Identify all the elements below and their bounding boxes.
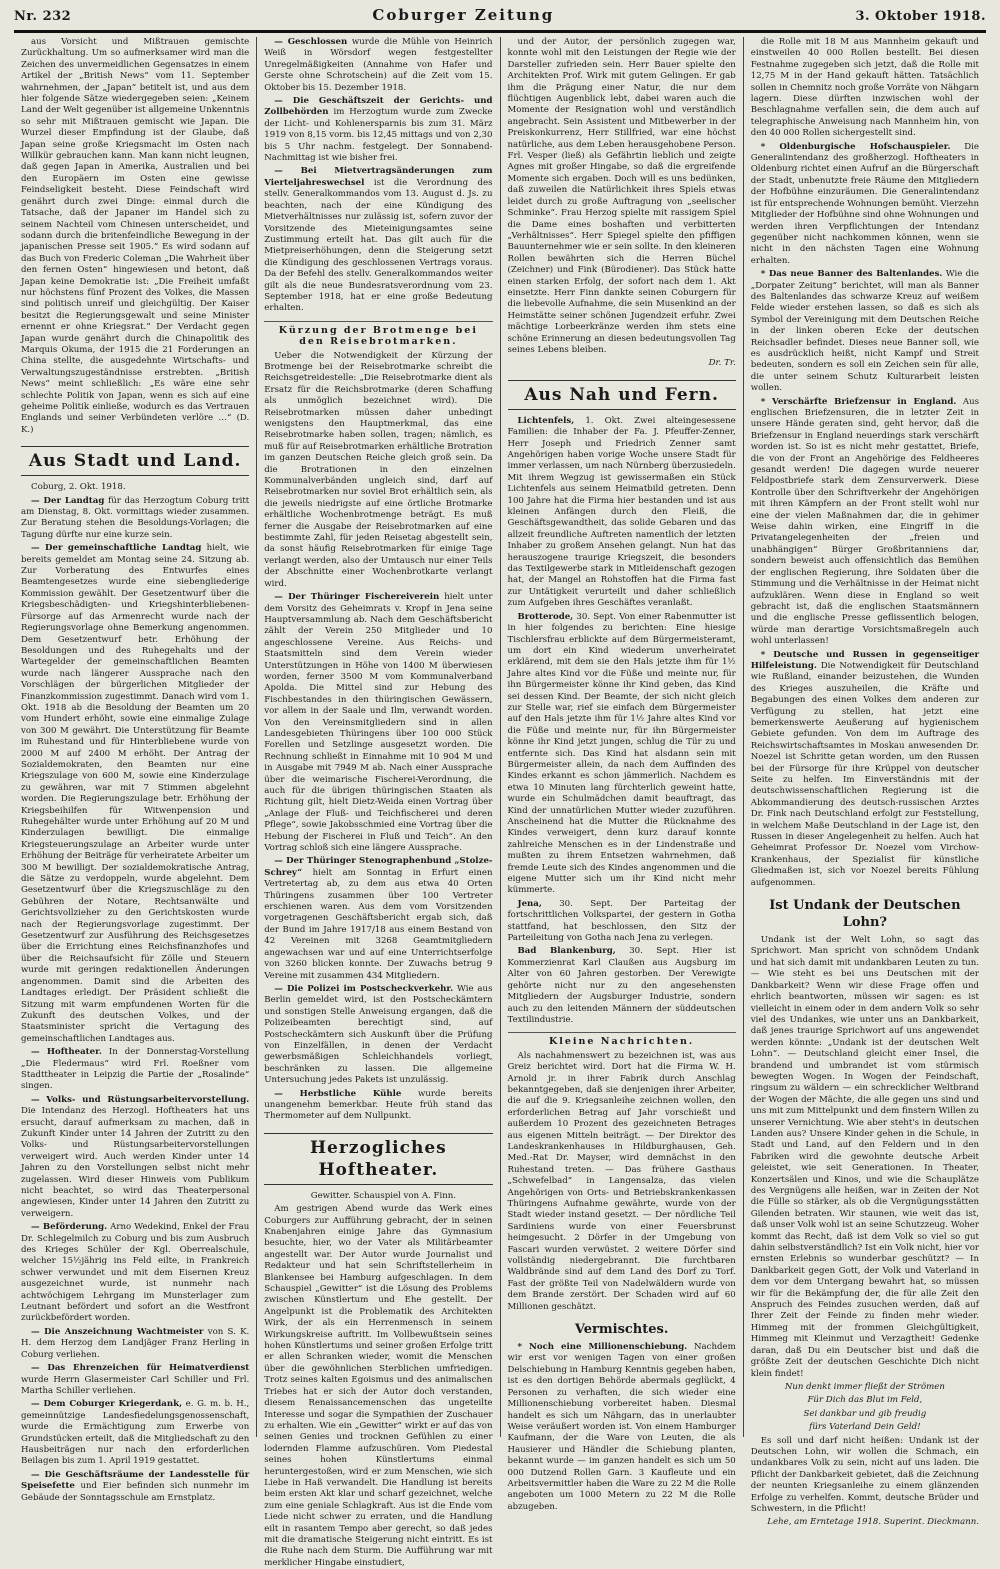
article-gem-landtag: — Der gemeinschaftliche Landtag hielt, wie bereits gemeldet am Montag seine 24. Sitzung ab. Zur Vorberatung des Entwurfes eines Beamtengesetzes wurde eine siebengliederige Kommission gewählt. Der Gesetzentwurf über die Kriegsbeschädigten- und Kriegshinterbliebenen-Fürsorge auf das Armenrecht wurde nach der Regierungsvorlage ohne Bemerkung angenommen. Dem Gesetzentwurf betr. Erhöhung der Besoldungen und des Ruhegehalts und der Wartegelder der gemeinschaftlichen Beamten wurde nach längerer Aussprache nach den Vorschlägen der bürgerlichen Mitglieder der Finanzkommission zugestimmt. Danach wird vom 1. Okt. 1918 ab die Besoldung der Beamten um 20 vom Hundert erhöht, sowie eine einmalige Zulage von 300 M gewährt. Die Unterstützung für Beamte im Ruhestand und für Hinterbliebene wurde von 2000 M auf 2400 M erhöht. Der Antrag der Sozialdemokraten, den Beamten nur eine Kriegszulage von 600 M, sowie eine Kinderzulage zu gewähren, war mit 7 Stimmen abgelehnt worden. Die Regierungszulage betr. Erhöhung der Kriegsbeihilfen für Witwenpension und Ruhegehälter wurde unter Erhöhung auf 20 M und Kinderzulagen bewilligt. Die einmalige Kriegsteuerungszulage an Arbeiter wurde unter Erhöhung der Beiträge für verheiratete Arbeiter um 300 M bewilligt. Der sozialdemokratische Antrag, die Sätze zu verdoppeln, wurde abgelehnt. Dem Gesetzentwurf über die Kriegszuschläge zu den Gebühren der Notare, Rechtsanwälte und Gerichtsvollzieher zu den Gerichtskosten wurde nach der Regierungsvorlage zugestimmt. Der Gesetzentwurf zur Ausführung des Reichsgesetzes über die Errichtung eines Reichsfinanzhofes und über die Reichsaufsicht für Zölle und Steuern wurde mit geringen redaktionellen Änderungen angenommen. Damit sind die Arbeiten des Landtages erledigt. Der Präsident schließt die Sitzung mit warm empfundenen Worten für die Zukunft des deutschen Volkes, und der Staatsminister spricht die Vertagung des gemeinschaftlichen Landtages aus. xyxy=(21,543,250,1044)
article-naehgarn-cont: die Rolle mit 18 M aus Mannheim gekauft und einstweilen 40 000 Rollen bestellt. Bei diesen Festnahme zugegeben sich jetzt, daß die Rolle mit 12,75 M in der Hand gekauft hätten. Tatsächlich sollen in Chemnitz noch große Vorräte von Nähgarn lagern. Diese dürften inzwischen wohl der Beschlagnahme verfallen sein, die dem auch auf telegraphische Anweisung nach Mannheim hin, von den 40 000 Rollen sichergestellt sind. xyxy=(750,37,979,139)
header-rule xyxy=(14,30,986,33)
poem-line-3: Sei dankbar und gib freudig xyxy=(803,1408,927,1419)
review-signature: Dr. Tr. xyxy=(708,358,736,369)
article-oldenburg: * Oldenburgische Hofschauspieler. Die Generalintendanz des großherzogl. Hoftheaters in Oldenburg richtet einen Aufruf an die Bürgerschaft der Stadt, unbenutzte freie Räume den Mitgliedern der Hofbühne einzuräumen. Die Generalintendanz ist für entsprechende Wohnungen bemüht. Vierzehn Mitglieder der Hofbühne sind ohne Wohnungen und werden ihren Verpflichtungen der Intendanz gegenüber nicht nachkommen können, wenn sie nicht in den nächsten Tagen eine Wohnung erhalten. xyxy=(750,141,980,266)
article-millionenschiebung: * Noch eine Millionenschiebung. Nachdem wir erst vor wenigen Tagen von einer großen Delschiebung in Hamburg Kenntnis gegeben haben, ist es den dortigen Behörde abermals geglückt, 4 Personen zu verhaften, die sich wieder eine Millionenschiebung vorbereitet haben. Diesmal handelt es sich um Nähgarn, das in unerlaubter Weise veräußert worden ist. Von einem Hamburger Kaufmann, der die Ware von Leuten, die als Hausierer und Händler die Schiebung planten, bekannt wurde — im ganzen handelt es sich um 50 000 Dutzend Rollen Garn. 3 Kaufleute und ein Arbeitsvermittler haben die Ware zu 22 M die Rolle angeboten um 1000 Metern zu 22 M die Rolle abzugeben. xyxy=(507,1342,736,1512)
article-japan: aus Vorsicht und Mißtrauen gemischte Zurückhaltung. Um so aufmerksamer wird man die Zeichen des unvermeidlichen Gegensatzes in einem Artikel der „British News“ vom 11. September wahrnehmen, der „Japan“ betitelt ist, und aus dem hier folgende Sätze wiedergegeben seien: „Keinem Land der Welt gegenüber ist allgemeine Unkenntnis so sehr mit Mißtrauen gemischt wie Japan. Die Wurzel dieser Empfindung ist der Glaube, daß Japan seine große Kriegsmacht im Osten nach Willkür gebrauchen kann. Man kann nicht leugnen, daß gegen Japan in Amerika, Australien und bei den Europäern im Osten eine gewisse Feindseligkeit besteht. Diese Feindschaft wird genährt durch zwei Dinge: einmal durch die Tatsache, daß der Japaner im Handel sich zu seinem Nachteil vom Chinesen unterscheidet, und sodann durch die britenfeindliche Bewegung in der japanischen Presse seit 1905.“ Es wird sodann auf das Buch von Frederic Coleman „Die Wahrheit über den fernen Osten“ hingewiesen und betont, daß Japan keine Demokratie ist: „Die Freiheit umfaßt nur höchstens fünf Prozent des Volkes, die Massen sind politisch unreif und gleichgültig. Der Kaiser besitzt die Regierungsgewalt und seine Minister ernennt er ohne Kriegsrat.“ Der Verdacht gegen Japan wurde genährt durch die Chinapolitik des Marquis Okuma, der 1915 die 21 Forderungen an China stellte, die ausgedehnte Wirtschafts- und Verwaltungszugeständnisse erstrebten. „British News“ meint schließlich: „Es wäre eine sehr schlechte Politik von Japan, wenn es sich auf eine geheime Politik einließe, wodurch es das Vertrauen Englands und seiner Verbündeten verlöre …“ (D. K.) xyxy=(21,37,250,435)
article-baltenland: * Das neue Banner des Baltenlandes. Wie die „Dorpater Zeitung“ berichtet, will man als Banner des Baltenlandes das schwarze Kreuz auf weißem Felde wieder erstehen lassen, so daß es sich als Symbol der Vereinigung mit dem Deutschen Reiche in der linken oberen Ecke der deutschen Reichsadler befindet. Dieses neue Banner soll, wie es ausdrücklich heißt, nicht Kampf und Streit bedeuten, sondern es soll ein Zeichen sein für alle, die unter seinem Schutz Kulturarbeit leisten wollen. xyxy=(750,269,979,394)
article-polizei: — Die Polizei im Postscheckverkehr. Wie aus Berlin gemeldet wird, ist den Postscheckämtern und sonstigen Stelle Anweisung ergangen, daß die Polizeibeamten berechtigt sind, auf Postscheckämtern sich Auskunft über die Prüfung von Einzelfällen, in denen der Verdacht gewerbsmäßigen Schleichhandels vorliegt, beschränken zu lassen. Die allgemeine Untersuchung jedes Pakets ist unzulässig. xyxy=(264,983,493,1086)
article-deutsche-russen: * Deutsche und Russen in gegenseitiger Hilfeleistung. Die Notwendigkeit für Deutschland wie Rußland, einander beizustehen, die Wunden des Krieges auszuheilen, die Kräfte und Begabungen des einen Volkes dem anderen zur Verfügung zu stellen, hat jetzt eine bemerkenswerte Aeußerung auf hygienischem Gebiete gefunden. Von dem im Auftrage des Reichswirtschaftsamtes in Moskau anwesenden Dr. Noezel ist Schritte getan worden, um den Russen bei der Fürsorge für ihre Krüppel von deutscher Seite zu helfen. Im Einverständnis mit der deutschwissenschaftlichen Regierung ist die Abkommandierung des deutsch-russischen Arztes Dr. Fink nach Deutschland erfolgt zur Feststellung, in welchem Maße Deutschland in der Lage ist, den Russen in dieser Angelegenheit zu helfen. Auch hat Geheimrat Professor Dr. Noezel vom Virchow-Krankenhaus, der Spezialist für künstliche Gliedmaßen ist, sich vor Noezel bereits Fühlung aufgenommen. xyxy=(750,649,980,888)
article-kriegerdank: — Dem Coburger Kriegerdank, e. G. m. b. H., gemeinnützige Landesfiedelungsgenossenschaft, wurde die Ermächtigung zum Erwerbe von Grundstücken erteilt, daß die Mitgliedschaft zu den Hausbeiträgen nur nach den erforderlichen Beilagen bis zum 1. April 1919 gestattet. xyxy=(21,1399,250,1467)
article-fischereiverein: — Der Thüringer Fischereiverein hielt unter dem Vorsitz des Geheimrats v. Kropf in Jena seine Hauptversammlung ab. Nach dem Geschäftsbericht zählt der Verein 250 Mitglieder und 10 angeschlossene Vereine. Aus Reichs- und Staatsmitteln sind dem Verein wieder Unterstützungen in Höhe von 1400 M überwiesen worden, ferner 3500 M vom Kommunalverband Apolda. Die Mittel sind zur Hebung des Fischbestandes in den thüringischen Gewässern, vor allem in der Saale und Ilm, verwandt worden. Von den Vereinsmitgliedern sind in allen Landesgebieten Thüringens über 100 000 Stück Forellen und Setzlinge ausgesetzt worden. Die Rechnung schließt in Einnahme mit 10 904 M und in Ausgabe mit 7949 M ab. Nach einer Aussprache über die weimarische Fischerei-Verordnung, die auch für die übrigen thüringischen Staaten als Richtung gilt, hielt Dietz-Weida einen Vortrag über „Anlage der Fluß- und Teichfischerei und deren Pflege“, sowie Jakobsschmied eine Vortrag über die Hebung der Fischerei in Fluß und Teich“. An den Vortrag schloß sich eine längere Aussprache. xyxy=(264,592,493,854)
article-mietvertrag: — Bei Mietvertragsänderungen zum Vierteljahreswechsel ist die Verordnung des stellv. Generalkommandos vom 13. August d. Js. zu beachten, nach der eine Kündigung des Mietverhältnisses nur zulässig ist, sofern zuvor der Vorsitzende des Mieteinigungsamtes seine Zustimmung erteilt hat. Das gilt auch für die Mietpreiserhöhungen, denn die Steigerung setzt die Kündigung des geschlossenen Vertrags voraus. Da der Befehl des stellv. Generalkommandos weiter gilt als die neue Bundesratsverordnung vom 23. September 1918, hat er eine große Bedeutung erhalten. xyxy=(264,166,493,314)
poem-line-4: fürs Vaterland Dein Geld! xyxy=(809,1422,921,1433)
issue-date: 3. Oktober 1918. xyxy=(855,9,986,24)
article-lichtenfels: Lichtenfels, 1. Okt. Zwei alteingesessene Familien: die Inhaber der Fa. J. Pfeuffer-Zenner, Herr Joseph und Friedrich Zenner samt Angehörigen haben vorige Woche unsere Stadt für immer verlassen, um nach Nürnberg überzusiedeln. Mit ihrem Wegzug ist gewissermaßen ein Stück Lichtenfels aus seinem Heimatbild getreten. Denn 100 Jahre hat die Firma hier bestanden und ist aus kleinen Anfängen durch den Fleiß, die Geschäftsgewandtheit, das solide Gebaren und das allzeit freundliche Auftreten namentlich der letzten Inhaber zu großem Ansehen gelangt. Nun hat das herauszogene traurige Kriegszeit, die besonders das Textilgewerbe stark in Mitleidenschaft gezogen hat, der Mangel an Rohstoffen hat die Firma fast zur Untätigkeit verurteilt und daher schließlich zum Aufgeben ihres Geschäftes veranlaßt. xyxy=(507,415,736,609)
masthead xyxy=(14,6,986,30)
article-theater-review: Am gestrigen Abend wurde das Werk eines Coburgers zur Aufführung gebracht, der in seinen Knabenjahren einige Jahre das Gymnasium besuchte, hier, wo der Vater als Militärbeamter angestellt war. Der Autor wurde Journalist und Redakteur und hat sein Schriftstellerheim in Blankensee bei Hamburg aufgeschlagen. In dem Schauspiel „Gewitter“ ist die Lösung des Problems zwischen Künstlertum und Ehe gestellt. Der Angelpunkt ist die Problematik des Architekten Wirk, der als ein Herrenmensch in seinem Wirkungskreise auftritt. Im Vollbewußtsein seines hohen Künstlertums und seiner großen Erfolge tritt er allen Schranken wieder, womit die Menschen über die gewöhnlichen Sterblichen umfriedigen. Trotz seines kalten Egoismus und des animalischen Triebes hat er sich der Autor doch verstanden, diesem Renaissancemenschen das ungeteilte Interesse und sogar die Sympathien der Zuschauer zu erhalten. Wie ein „Gewitter“ wirkt er auf das von seinen Genies und trocknen Gefühlen zu einer lodernden Flamme aufzuschüren. Vom Piedestal seines hohen Künstlertums einmal heruntergestoßen, wird er zum Menschen, wie sich Liebe in Haß verwandelt. Die Handlung ist bereits beim ersten Akt klar und scharf gezeichnet, welche zum eine geniale Schlagkraft. Aus ist die Ende vom Liede nicht schwer zu erraten, und die Handlung eilt in rasantem Tempo aber gerecht, so daß jedes mit die dramatische Steigerung nicht eintritt. Es ist die Ruhe nach dem Sturm. Die Aufführung war mit merklicher Hingabe einstudiert, xyxy=(264,1204,493,1568)
poem-line-2: Für Dich das Blut im Feld, xyxy=(807,1395,923,1406)
article-reisebrot: Ueber die Notwendigkeit der Kürzung der Brotmenge bei der Reisebrotmarke schreibt die Reichsgetreidestelle: „Die Reisebrotmarke dient als Ersatz für die Reichsbrotmarke (deren Schaffung als unmöglich bezeichnet wird). Die Reisebrotmarken müssen daher unbedingt wenigstens den Hauptmerkmal, das eine Reisebrotmarke haben sollen, tragen; nämlich, es muß für auf Reisebrotmarken erhältliche Brotration im ganzen Deutschen Reiche gleich groß sein. Da die Brotrationen in den einzelnen Kommunalverbänden ungleich sind, darf auf Reisebrotmarken nur soviel Brot erhältlich sein, als die jeweils niedrigste auf eine örtliche Brotmarke erhältliche Wochenbrotmenge beträgt. Es muß ferner die Ausgabe der Reisebrotmarken auf eine bestimmte Zahl, für jeden Reisetag abgestellt sein, da sonst häufig Reisebrotmarken für einige Tage verlangt werden, also der Umtausch nur einer Teils der Abschnitte einer Wochenbrotkarte verlangt wird. xyxy=(264,350,493,589)
column-1 xyxy=(14,37,257,1503)
article-signature: Lehe, am Erntetage 1918. Superint. Dieckmann. xyxy=(767,1517,979,1528)
section-heading-vermischtes: Vermischtes. xyxy=(574,1322,669,1338)
article-kuehle: — Herbstliche Kühle wurde bereits unangenehm bemerkbar. Heute früh stand das Thermometer auf dem Nullpunkt. xyxy=(264,1088,493,1122)
article-brotterode: Brotterode, 30. Sept. Von einer Rabenmutter ist in hier folgendes zu berichten: Eine hiesige Tischlersfrau erblickte auf dem Bürgermeisteramt, um dort ein Kind wiederum unverheiratet erklärend, mit dem sie den Hals jetzte ihm für 1½ Jahre altes Kind vor die Füße und meinte nur, für ihn Bürgermeister könne ihr Kind geben, das Kind sei dessen Kind. Der Beamte, der sich nicht gleich zur Stelle war, rief sie einfach dem Bürgermeister auf den Hals jetzte ihm für 1½ Jahre altes Kind vor die Füße und meinte nur, für ihn Bürgermeister könne ihr Kind jetzt jungen, schlug die Tür zu und entfernte sich. Das Kind hat alsdann sein mit Bürgermeister allein, da nach dem Auffinden des Kindes erkannt es schon jämmerlich. Nachdem es etwa 10 Minuten lang fürchterlich geweint hatte, wurde ein Schulmädchen damit beauftragt, das Kind der unnatürlichen Mutter wieder zuzuführen. Anscheinend hat die Mutter die Rücknahme des Kindes verweigert, denn kurz darauf konnte zahlreiche Menschen es in der Lindenstraße und mußten zu ihrem Entsetzen wahrnehmen, daß fremde Leute sich des Kindes angenommen und die eigene Mutter sich um ihr Kind nicht mehr kümmerte. xyxy=(507,611,736,896)
article-landtag: — Der Landtag für das Herzogtum Coburg tritt am Dienstag, 8. Okt. vormittags wieder zusammen. Zur Beratung stehen die Besoldungs-Vorlagen; die Tagung dürfte nur eine kurze sein. xyxy=(21,495,250,540)
heading-reisebrot: Kürzung der Brotmenge bei den Reisebrotmarken. xyxy=(264,321,492,348)
poem-line-1: Nun denkt immer fließt der Strömen xyxy=(784,1381,945,1392)
article-ehrenzeichen: — Das Ehrenzeichen für Heimatverdienst wurde Herrn Glasermeister Carl Schiller und Frl. Martha Schiller verliehen. xyxy=(21,1363,250,1396)
article-hoftheater: — Hoftheater. In der Donnerstag-Vorstellung „Die Fledermaus“ wird Frl. Roeßner vom Stadttheater in Leipzig die Partie der „Rosalinde“ singen. xyxy=(21,1047,250,1092)
article-volksvorstellung: — Volks- und Rüstungsarbeitervorstellung. Die Intendanz des Herzogl. Hoftheaters hat uns ersucht, darauf aufmerksam zu machen, daß in Zukunft Kinder unter 14 Jahren der Zutritt zu den Volks- und Rüstungsarbeitervorstellungen verweigert wird. Auch werden Kinder unter 14 Jahren zu den Vorstellungen selbst nicht mehr zugelassen. Wird dieser Hinweis vom Publikum nicht beachtet, so wird das Theaterpersonal angewiesen, Kinder unter 14 Jahren den Zutritt zu verweigern. xyxy=(21,1094,250,1219)
article-blankenburg: Bad Blankenburg, 30. Sept. Hier ist Kommerzienrat Karl Claußen aus Augsburg im Alter von 60 Jahren gestorben. Der Verewigte gehörte nicht nur zu den angesehensten Mitgliedern der Augsburger Industrie, sondern auch zu den leitenden Männern der süddeutschen Textilindustrie. xyxy=(507,946,736,1025)
article-stenographen: — Der Thüringer Stenographenbund „Stolze-Schrey“ hielt am Sonntag in Erfurt einen Vertretertag ab, zu dem aus etwa 40 Orten Thüringens zusammen über 100 Vertreter erschienen waren. Aus dem vom Vorsitzenden vorgetragenen Geschäftsbericht ergab sich, daß der Bund im Jahre 1917/18 aus einem Bestand von 42 Vereinen mit 3268 Geamtmitgliedern angewachsen war und auf eine Unterrichtserfolge von 3260 blicken konnte. Der Zuwachs betrug 9 Vereine mit zusammen 434 Mitgliedern. xyxy=(264,856,493,981)
article-briefzensur: * Verschärfte Briefzensur in England. Aus englischen Briefzensuren, die in letzter Zeit in unsere Hände geraten sind, geht hervor, daß die Briefzensur in England neuerdings stark verschärft worden ist. So ist es nicht mehr gestattet, Briefe, die von der Front an Angehörige des Feldheeres gesandt werden! Die dagegen wurde neuerer Feldpostbriefe stark dem Zensurverwerk. Diese Kontrolle über den Schriftverkehr der Angehörigen mit ihren Kämpfern an der Front stellt wohl nur eine der vielen Maßnahmen dar, die in gehimer Weise dahin wirken, eine Eingriff in die Privatangelegenheiten der „freien und unabhängigen“ Bürger Großbritanniens dar, sondern beweist auch offensichtlich das Bemühen der englischen Regierung, ihre Soldaten über die Stimmung und die Verhältnisse in der Heimat nicht aufzuklären. Wenn diese in England so weit gebracht ist, daß die englischen Staatsmännern und die englische Presse geflissentlich belogen, würde man derartige Vorsichtsmaßregeln auch wohl unterlassen! xyxy=(750,396,980,647)
columns xyxy=(14,37,986,1568)
article-kleine-nachrichten: Als nachahmenswert zu bezeichnen ist, was aus Greiz berichtet wird. Dort hat die Firma W. H. Arnold jr. in ihrer Fabrik durch Anschlag bekanntgegeben, daß sie denjenigen ihrer Arbeiter, die auf die 9. Kriegsanleihe zeichnen wollen, den erforderlichen Betrag auf Jahr vorschießt und außerdem 10 Prozent des gezeichneten Betrages aus eigenen Mitteln beiträgt. — Der Direktor des Landeskrankenhauses in Hildburghausen, Geh. Med.-Rat Dr. Mayser, wird demnächst in den Ruhestand treten. — Das frühere Gasthaus „Schwefelbad“ in Langensalza, das vielen Angehörigen von Orts- und Betriebskrankenkassen Thüringens Aufnahme gewährte, wurde von der Stadt wieder instand gesetzt. — Der nördliche Teil Sardiniens wurde von einer Feuersbrunst heimgesucht. 2 Dörfer in der Umgebung von Fascari wurden verwüstet. 2 weitere Dörfer sind vollständig niedergebrannt. Die furchtbaren Waldbrände sind auf dem Land des Dorf zu Torf. Fast der größte Teil von Nadelwäldern wurde von dem Brande zerstört. Der Schaden wird auf 60 Millionen geschätzt. xyxy=(507,1050,736,1312)
heading-kleine-nachrichten: Kleine Nachrichten. xyxy=(508,1032,736,1047)
article-wachtmeister: — Die Anszeichnung Wachtmeister von S. K. H. dem Herzog dem Landjäger Franz Herling in Coburg verliehen. xyxy=(21,1326,250,1360)
article-undank: Undank ist der Welt Lohn, so sagt das Sprichwort. Man spricht von schnödem Undank und hat sich damit mit undankbaren Leuten zu tun. — Wie steht es bei uns Deutschen mit der Dankbarkeit? Wenn wir diese Frage offen und ehrlich beantworten, müssen wir sagen: es ist vielleicht in einem oder in dem andern Volk so sehr viel des Undankes, wie unter uns an Dankbarkeit, daß jenes traurige Sprichwort auf uns angewendet werden könnte: „Undank ist der deutschen Welt Lohn“. — Deutschland gleicht einer Insel, die brandend und umbrandet ist vom stürmisch bewegten Wogen. In Wogen der Feindschaft, ringsum zu wäldern — ein schrecklicher Weltbrand der Wogen der Mächte, die alle gegen uns sind und uns mit zum Mittelpunkt und dem finstern Willen zu unserer Vernichtung. Wie aber steht's in deutschen Landen aus? Unsere Kinder gehen in die Schule, in Stadt und Land, auf den Feldern und in den Fabriken wird die gewohnte deutsche Arbeit geleistet, wie seit Generationen. In Theater, Konzertsälen und Kinos, und wie die Schauplätze des Vergnügens alle heißen, war in Zeiten der Not die Fülle so stärker, als ob die Vergnügungsstätten Gilenden betraten. Wir staunen, wie weit das ist, daß unser Volk wohl ist an seine Schutzzeug. Woher kommt das Recht, daß ist dem Volk so viel so gut dahin selbstverständlich? Ist ein Volk nicht, hier vor ernsten Erlebnis so wunderbar geschützt? — In Dankbarkeit gegen Gott, der Volk und Vaterland in dem vor dem Untergang bewahrt hat, so müssen wir für die Bekämpfung der, die für alle Zeit den Anspruch des Feindes zusuchen werden, daß auf Ihrer Zeit der Feinde zu finden mehr wieder. Himmeg mit der frommen Gleichgültigkeit, Himmeg mit Kleinmut und Verzagtheit! Gedenke daran, daß Du ein Deutscher bist und daß die größte Zeit der deutschen Geschichte Dich nicht klein findet! xyxy=(750,935,979,1379)
section-heading-nah-fern: Aus Nah und Fern. xyxy=(508,380,736,410)
newspaper-title: Coburger Zeitung xyxy=(372,6,555,24)
article-undank-end: Es soll und darf nicht heißen: Undank ist der Deutschen Lohn, wir wollen die Schmach, ein undankbares Volk zu sein, nicht auf uns laden. Die Pflicht der Dankbarkeit gebietet, daß die Zeichnung der neunten Kriegsanleihe zu einem glänzenden Erfolge zu verhelfen. Kommt, deutsche Brüder und Schwestern, in die Pflicht! xyxy=(750,1435,979,1514)
column-3 xyxy=(501,37,744,1512)
article-speisefette: — Die Geschäftsräume der Landesstelle für Speisefette und Eier befinden sich nunmehr im Gebäude der Sonntagsschule am Ernstplatz. xyxy=(21,1469,250,1503)
article-jena: Jena, 30. Sept. Der Parteitag der fortschrittlichen Volkspartei, der gestern in Gotha stattfand, hat beschlossen, den Sitz der Parteileitung von Gotha nach Jena zu verlegen. xyxy=(507,898,736,944)
dateline: Coburg, 2. Okt. 1918. xyxy=(31,482,126,493)
article-muehle: — Geschlossen wurde die Mühle von Heinrich Weiß in Wörsdorf wegen festgestellter Unregelmäßigkeiten (Annahme von Hafer und Gerste ohne Schrotschein) auf die Zeit vom 15. Oktober bis 15. Dezember 1918. xyxy=(264,37,493,93)
article-befoerderung: — Beförderung. Arno Wedekind, Enkel der Frau Dr. Schlegelmilch zu Coburg und bis zum Ausbruch des Krieges Schüler der Kgl. Oberrealschule, welcher 15½jährig ins Feld eilte, in Frankreich schwer verwundet und mit dem Eisernen Kreuz ausgezeichnet wurde, ist nunmehr nach achtwöchigem Lehrgang im Munsterlager zum Leutnant befördert und sofort an die Westfront zurückbefördert worden. xyxy=(21,1222,250,1324)
section-heading-theater: Herzogliches Hoftheater. xyxy=(264,1133,492,1185)
column-2 xyxy=(257,37,500,1568)
theater-subtitle: Gewitter. Schauspiel von A. Finn. xyxy=(310,1190,457,1201)
column-4 xyxy=(744,37,986,1528)
page-number: Nr. 232 xyxy=(14,9,72,24)
section-heading-local: Aus Stadt und Land. xyxy=(21,446,249,476)
article-geschaeftszeit: — Die Geschäftszeit der Gerichts- und Zollbehörden im Herzogtum wurde zum Zwecke der Licht- und Kohlenersparnis bis zum 31. März 1919 von 8,15 vorm. bis 12,45 mittags und von 2,30 bis 5 Uhr nachm. festgelegt. Der Sonnabend-Nachmittag ist wie bisher frei. xyxy=(264,96,493,164)
article-theater-review-cont: und der Autor, der persönlich zugegen war, konnte wohl mit den Leistungen der Regie wie der Darsteller zufrieden sein. Herr Bauer spielte den Architekten Prof. Wirk mit gutem Gelingen. Er gab ihm die Prägung einer Natur, die nur dem flüchtigen Augenblick lebt, dabei waren auch die Momente der Resignation wohl und verständlich angebracht. Sein Assistent und Mitbewerber in der Preiskonkurrenz, Herr Stillfried, war eine höchst natürliche, aus dem Leben herausgehobene Person. Frl. Vesper (ließ) als Gefährtin lieblich und zeigte Agnes mit großer Hingabe, so daß die ergreifende Momente sich ergaben. Doch will es uns bedünken, daß zuweilen die Natürlichkeit ihres Spiels etwas leidet durch zu große Auftragung von „seelischer Schminke“. Frau Herzog spielte mit rassigem Spiel die Dame eines boshaften und verbitterten „Verhältnisses“. Herr Spiegel spielte den pfiffigen Bauunternehmer wie er sein sollte. In den kleineren Rollen bewährten sich die Herren Büchel (Zeichner) und Fink (Bürodiener). Das Stück hatte einen starken Erfolg, der sofort nach dem 1. Akt einsetzte. Herr Finn dankte seinen Coburgern für die liebevolle Aufnahme, die sein Musenkind an der Heimstätte seiner schönen Jugendzeit erfuhr. Zwei mächtige Lorbeerkränze werden ihm stets eine schöne Erinnerung an diesen bedeutungsvollen Tag seines Lebens bleiben. xyxy=(507,37,736,355)
section-heading-undank: Ist Undank der Deutschen Lohn? xyxy=(769,898,961,931)
